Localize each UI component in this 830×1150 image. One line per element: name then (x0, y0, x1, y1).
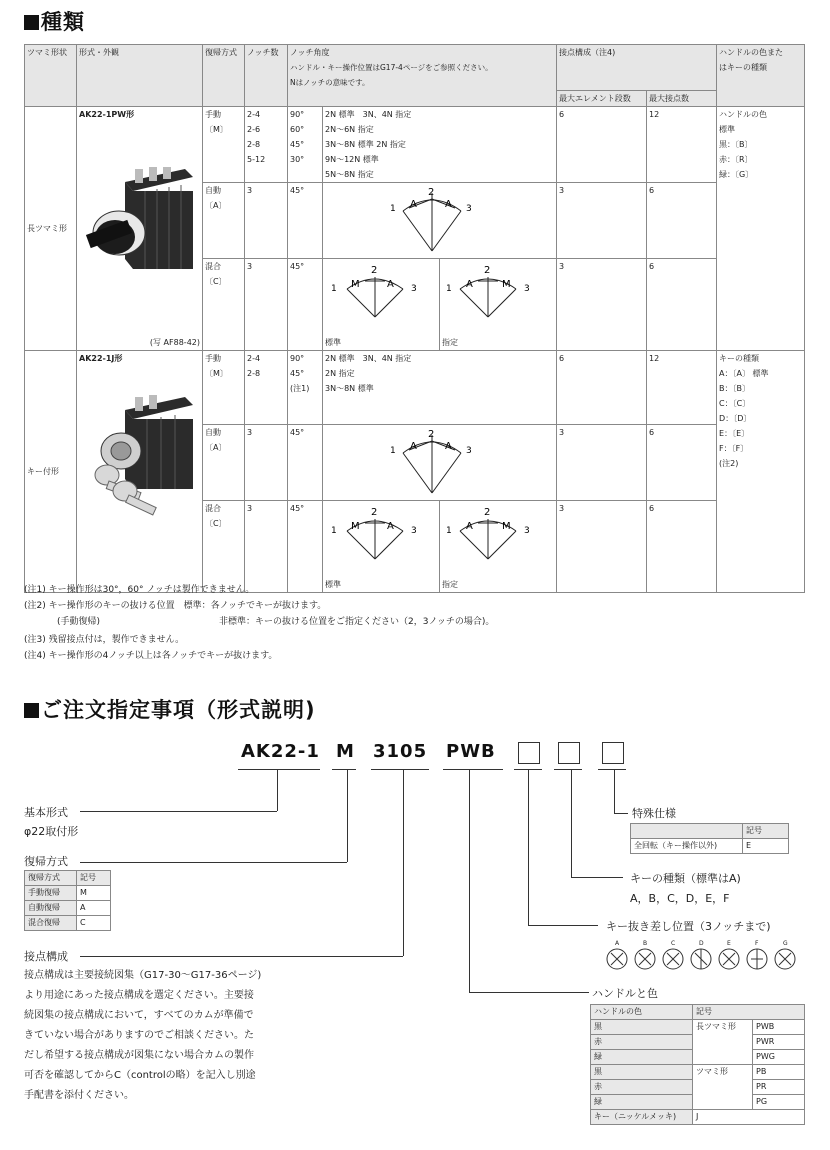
contacts-mixed-1: 6 (647, 259, 717, 351)
label-a: A (410, 199, 417, 210)
reset-auto-2: 自動 〔A〕 (203, 425, 245, 501)
label-a: A (466, 521, 473, 532)
notch-mixed-1: 3 (245, 259, 288, 351)
header-handle-color: ハンドルの色また はキーの種類 (717, 45, 805, 107)
header-model: 形式・外観 (77, 45, 203, 107)
angle-mixed-2: 45° (288, 501, 323, 593)
label-m: M (351, 521, 360, 532)
elements-auto-1: 3 (557, 183, 647, 259)
section-title-order: ご注文指定事項（形式説明) (24, 694, 316, 724)
code-part-handle: PWB (446, 741, 496, 762)
contacts-manual-1: 12 (647, 107, 717, 183)
keypos-label-g: G (783, 940, 788, 947)
types-table (24, 44, 805, 593)
keypos-label-d: D (699, 940, 704, 947)
reset-auto-1: 自動 〔A〕 (203, 183, 245, 259)
label-pos1: 1 (446, 284, 452, 294)
product-photo-j (85, 395, 197, 545)
notch-auto-2: 3 (245, 425, 288, 501)
label-pos3: 3 (466, 204, 472, 214)
reset-mixed-2: 混合 〔C〕 (203, 501, 245, 593)
notch-manual-1: 2-4 2-6 2-8 5-12 (245, 107, 288, 183)
elements-mixed-1: 3 (557, 259, 647, 351)
knob-long: 長ツマミ形 (25, 107, 77, 351)
handle-color-title: ハンドルと色 (592, 987, 658, 1000)
label-pos1: 1 (331, 284, 337, 294)
header-angle: ノッチ角度 ハンドル・キー操作位置はG17-4ページをご参照ください。 Nはノッチの意味です。 (288, 45, 557, 107)
header-max-contacts: 最大接点数 (647, 91, 717, 107)
header-max-elements: 最大エレメント段数 (557, 91, 647, 107)
basic-form-title: 基本形式 (24, 806, 68, 819)
reset-method-table: 復帰方式 記号 手動復帰 M 自動復帰 A 混合復帰 C (24, 870, 111, 931)
label-pos1: 1 (390, 446, 396, 456)
diagram-auto-1 (323, 183, 557, 259)
keypos-label-b: B (643, 940, 648, 947)
angle-mixed-1: 45° (288, 259, 323, 351)
diagram-auto-2 (323, 425, 557, 501)
reset-mixed-1: 混合 〔C〕 (203, 259, 245, 351)
label-pos2: 2 (428, 429, 435, 440)
reset-manual-2: 手動 〔M〕 (203, 351, 245, 425)
label-pos3: 3 (466, 446, 472, 456)
label-pos1: 1 (446, 526, 452, 536)
code-part-basic: AK22-1 (241, 741, 320, 762)
diagram-mixed-standard-2: 2 1 3 M A 標準 (323, 501, 440, 593)
knob-key: キー付形 (25, 351, 77, 593)
product-photo-pw (85, 167, 197, 327)
angle-manual-1: 90° 60° 45° 30° (288, 107, 323, 183)
header-notch: ノッチ数 (245, 45, 288, 107)
label-pos2: 2 (484, 507, 491, 518)
section-title-types: 種類 (24, 6, 85, 36)
handle-color-table: ハンドルの色 記号 黒 長ツマミ形 PWB 赤 PWR 緑 PWG 黒 ツマミ形 PB 赤 PR 緑 PG キー（ニッケルメッキ) J (590, 1004, 805, 1125)
label-pos3: 3 (411, 526, 417, 536)
spec-manual-1: 2N 標準 3N、4N 指定 2N～6N 指定 3N～8N 標準 2N 指定 9N～12N 標準 5N～8N 指定 (323, 107, 557, 183)
label-a: A (410, 441, 417, 452)
label-m: M (502, 521, 511, 532)
special-spec-table: 記号 全回転（キー操作以外) E (630, 823, 789, 854)
reset-manual-1: 手動 〔M〕 (203, 107, 245, 183)
reset-method-title: 復帰方式 (24, 855, 68, 868)
handle-color-cell: ハンドルの色 標準 黒：〔B〕 赤：〔R〕 緑：〔G〕 (717, 107, 805, 351)
diagram-mixed-designated-2: 2 1 3 A M 指定 (440, 501, 557, 593)
key-type-values: A，B，C，D，E，F (630, 892, 730, 905)
contact-config-text: 接点構成は主要接続図集（G17-30～G17-36ページ) より用途にあった接点構成を選定ください。主要接 続図集の接点構成において，すべてのカムが準備で きていない場合がありますのでご相談ください。た だし希望する接点構成が図集にない場合カムの製作 可否を確認してからC（controlの略）を記入し別途 手配書を添付ください。 (24, 970, 262, 1101)
label-a: A (445, 199, 452, 210)
note-2: (注2) キー操作形のキーの抜ける位置 標準：各ノッチでキーが抜けます。 (24, 601, 327, 611)
label-pos2: 2 (484, 265, 491, 276)
note-1: (注1) キー操作形は30°，60° ノッチは製作できません。 (24, 585, 255, 595)
label-a: A (387, 279, 394, 290)
note-2-nonstandard: 非標準：キーの抜ける位置をご指定ください（2，3ノッチの場合)。 (219, 617, 495, 627)
angle-auto-1: 45° (288, 183, 323, 259)
contacts-manual-2: 12 (647, 351, 717, 425)
label-pos3: 3 (524, 284, 530, 294)
diagram-mixed-designated-1: 2 1 3 A M 指定 (440, 259, 557, 351)
contacts-auto-2: 6 (647, 425, 717, 501)
notch-mixed-2: 3 (245, 501, 288, 593)
label-pos1: 1 (390, 204, 396, 214)
note-4: (注4) キー操作形の4ノッチ以上は各ノッチでキーが抜けます。 (24, 651, 278, 661)
model-ak22-1j: AK22-1J形 (77, 351, 203, 593)
key-type-title: キーの種類（標準はA) (630, 872, 741, 885)
elements-manual-1: 6 (557, 107, 647, 183)
code-part-contact: 3105 (373, 741, 428, 762)
code-box-special (602, 742, 624, 764)
contacts-mixed-2: 6 (647, 501, 717, 593)
label-a: A (387, 521, 394, 532)
keypos-label-a: A (615, 940, 620, 947)
label-pos2: 2 (371, 507, 378, 518)
spec-manual-2: 2N 標準 3N、4N 指定 2N 指定 3N～8N 標準 (323, 351, 557, 425)
label-a: A (466, 279, 473, 290)
header-reset: 復帰方式 (203, 45, 245, 107)
key-type-cell: キーの種類 A：〔A〕 標準 B：〔B〕 C：〔C〕 D：〔D〕 E：〔E〕 F：〔F〕 (注2) (717, 351, 805, 593)
diagram-mixed-standard-1: 2 1 3 M A 標準 (323, 259, 440, 351)
label-m: M (351, 279, 360, 290)
special-spec-title: 特殊仕様 (632, 807, 676, 820)
note-2-manual: (手動復帰) (57, 617, 101, 627)
label-pos2: 2 (371, 265, 378, 276)
label-a: A (445, 441, 452, 452)
angle-manual-2: 90° 45° (注1) (288, 351, 323, 425)
keypos-label-c: C (671, 940, 676, 947)
code-part-reset: M (336, 741, 355, 762)
key-position-icons (604, 938, 804, 972)
basic-form-desc: φ22取付形 (24, 825, 79, 838)
elements-auto-2: 3 (557, 425, 647, 501)
label-pos3: 3 (411, 284, 417, 294)
label-pos2: 2 (428, 187, 435, 198)
keypos-label-e: E (727, 940, 731, 947)
contact-config-title: 接点構成 (24, 950, 68, 963)
elements-mixed-2: 3 (557, 501, 647, 593)
notch-manual-2: 2-4 2-8 (245, 351, 288, 425)
angle-auto-2: 45° (288, 425, 323, 501)
code-box-keypos (518, 742, 540, 764)
label-m: M (502, 279, 511, 290)
key-position-title: キー抜き差し位置（3ノッチまで) (606, 920, 771, 933)
note-3: (注3) 残留接点付は，製作できません。 (24, 635, 185, 645)
label-pos3: 3 (524, 526, 530, 536)
model-ak22-1pw: AK22-1PW形 (写 AF88-42) (77, 107, 203, 351)
elements-manual-2: 6 (557, 351, 647, 425)
contacts-auto-1: 6 (647, 183, 717, 259)
header-contact: 接点構成（注4) (557, 45, 717, 91)
code-box-keytype (558, 742, 580, 764)
keypos-label-f: F (755, 940, 759, 947)
label-pos1: 1 (331, 526, 337, 536)
notch-auto-1: 3 (245, 183, 288, 259)
header-knob: ツマミ形状 (25, 45, 77, 107)
